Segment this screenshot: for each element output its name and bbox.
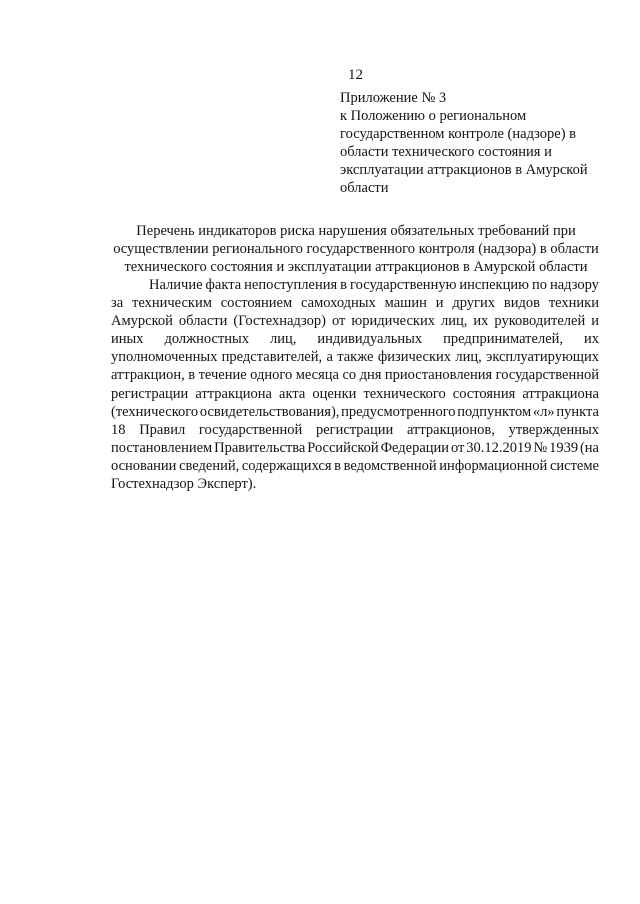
body-word: лиц, [269, 331, 297, 348]
body-word: руководителей [494, 313, 586, 330]
body-word: машин [384, 295, 427, 312]
body-word: техники [548, 295, 599, 312]
body-word: Правил [139, 421, 186, 438]
body-word: Федерации [380, 439, 450, 456]
body-word: приостановления [384, 367, 493, 384]
body-word: системе [549, 457, 599, 474]
body-line [111, 421, 599, 439]
body-word: факта [205, 277, 242, 293]
body-word: области [178, 313, 228, 330]
body-line [111, 330, 599, 348]
body-word: со [342, 367, 357, 384]
body-word: за [111, 295, 124, 312]
body-word: видов [503, 295, 540, 312]
body-word: подпунктом [457, 403, 532, 420]
body-word: представителей, [221, 349, 323, 366]
body-line [111, 276, 599, 294]
body-word: информационной [439, 457, 548, 474]
body-word: эксплуатирующих [486, 349, 599, 366]
page-number: 12 [348, 67, 363, 83]
body-word: также [337, 349, 374, 366]
body-word: акта [279, 385, 306, 402]
body-word: предпринимателей, [443, 331, 564, 348]
body-word: течение [198, 367, 247, 384]
body-word: и [591, 313, 599, 330]
body-word: по [531, 277, 547, 293]
title-line: технического состояния и эксплуатации аттракционов в Амурской области [124, 259, 588, 275]
body-word: пункта [556, 403, 599, 420]
body-word: государственную [350, 277, 457, 293]
body-word: (на [579, 439, 599, 456]
body-word: месяца [295, 367, 339, 384]
body-word: государственной [495, 367, 599, 384]
appendix-line: государственном контроле (надзоре) в [340, 126, 577, 142]
body-word: Гостехнадзор Эксперт). [111, 476, 257, 493]
appendix-line: области [340, 180, 389, 196]
body-word: Правительства [214, 439, 306, 456]
body-paragraph [111, 276, 599, 493]
body-line [111, 312, 599, 330]
body-word: аттракцион, [111, 367, 185, 384]
body-word: регистрации [111, 385, 189, 402]
body-word: состояния [452, 385, 516, 402]
body-word: освидетельствования), [199, 403, 340, 420]
body-line [111, 294, 599, 312]
body-line [111, 366, 599, 384]
appendix-line: области технического состояния и [340, 144, 552, 160]
body-word: в [334, 457, 341, 474]
body-word: одного [250, 367, 293, 384]
body-word: от [331, 313, 346, 330]
body-word: «л» [532, 403, 555, 420]
body-word: постановлением [111, 439, 213, 456]
body-word: в [340, 277, 348, 293]
title-line: осуществлении регионального государственного контроля (надзора) в области [113, 241, 599, 257]
body-word: уполномоченных [111, 349, 218, 366]
body-word: других [452, 295, 495, 312]
body-word: аттракциона [195, 385, 272, 402]
body-word: индивидуальных [317, 331, 423, 348]
body-word: должностных [164, 331, 250, 348]
body-word: инспекцию [459, 277, 529, 293]
body-word: (технического [111, 403, 199, 420]
body-line [111, 457, 599, 475]
appendix-line: Приложение № 3 [340, 90, 447, 106]
body-word: технического [363, 385, 446, 402]
body-word: их [583, 331, 599, 348]
body-line [111, 385, 599, 403]
body-word: состоянием [220, 295, 293, 312]
body-word: предусмотренного [341, 403, 456, 420]
body-word: а [326, 349, 333, 366]
body-word: и [435, 295, 444, 312]
body-word: аттракционов, [406, 421, 495, 438]
body-word: их [473, 313, 489, 330]
body-word: № [533, 439, 548, 456]
appendix-line: к Положению о региональном [340, 108, 527, 124]
body-word: надзору [549, 277, 599, 293]
body-word: лиц, [440, 313, 468, 330]
body-word: дня [359, 367, 382, 384]
body-word: юридических [351, 313, 435, 330]
body-word: сведений, [179, 457, 240, 474]
body-word: непоступления [244, 277, 338, 293]
body-word: ведомственной [343, 457, 437, 474]
body-word: лиц, [455, 349, 482, 366]
body-word: государственной [198, 421, 303, 438]
body-word: основании [111, 457, 177, 474]
body-word: регистрации [315, 421, 394, 438]
body-word: (Гостехнадзор) [233, 313, 326, 330]
body-line [111, 403, 599, 421]
body-word: 18 [111, 421, 126, 438]
body-word: техническим [132, 295, 212, 312]
body-word: содержащихся [241, 457, 332, 474]
body-word: самоходных [301, 295, 376, 312]
document-title [100, 222, 612, 276]
body-line [111, 348, 599, 366]
body-word: оценки [312, 385, 357, 402]
body-word: от [450, 439, 465, 456]
body-word: Российской [307, 439, 379, 456]
body-word: в [188, 367, 196, 384]
body-word: аттракциона [522, 385, 599, 402]
body-word: физических [377, 349, 452, 366]
title-line: Перечень индикаторов риска нарушения обязательных требований при [136, 223, 576, 239]
body-word: 30.12.2019 [466, 439, 532, 456]
body-line [111, 439, 599, 457]
body-word: 1939 [549, 439, 579, 456]
appendix-header [340, 89, 600, 197]
body-word: Амурской [111, 313, 173, 330]
body-word: Наличие [149, 277, 203, 293]
appendix-line: эксплуатации аттракционов в Амурской [340, 162, 588, 178]
body-line [111, 475, 599, 493]
body-word: иных [111, 331, 144, 348]
body-word: утвержденных [508, 421, 599, 438]
